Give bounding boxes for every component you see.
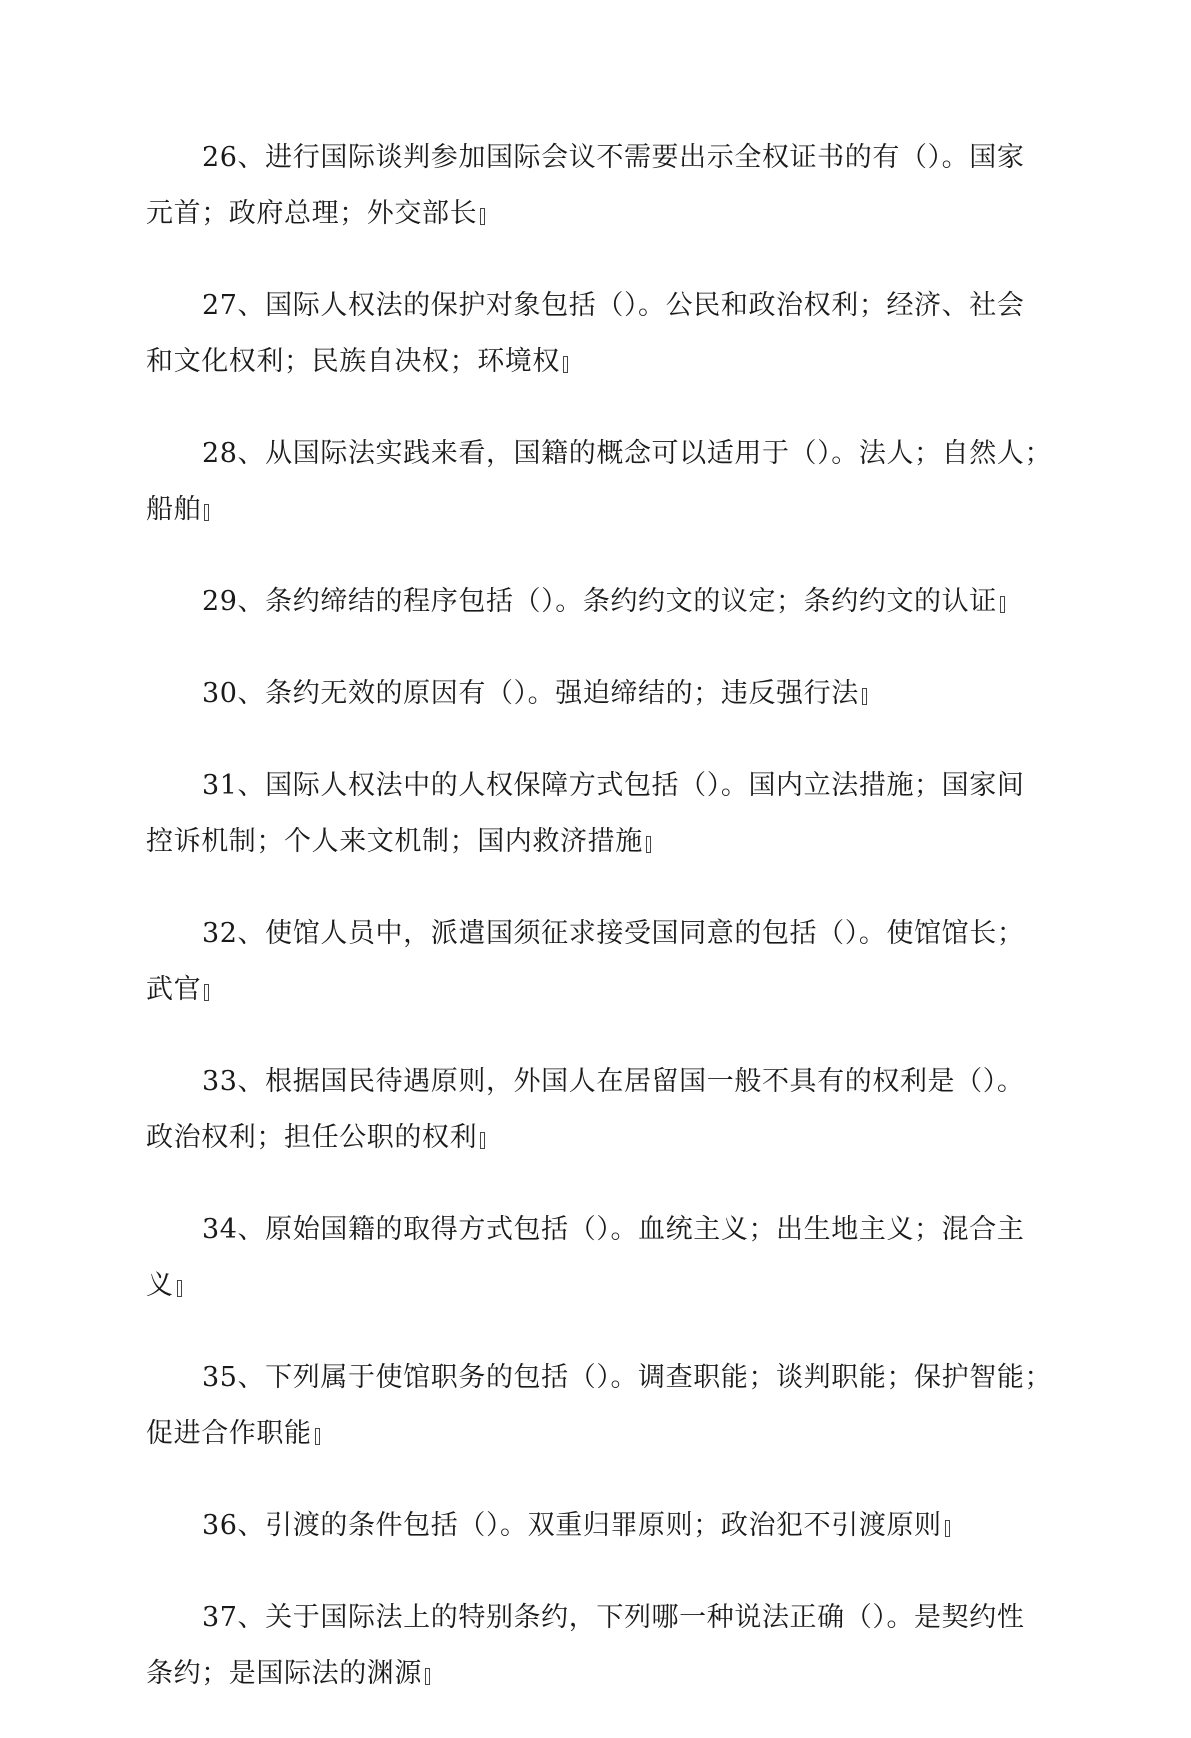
question-continuation-line: [146, 1406, 1046, 1462]
question-item: [146, 426, 1053, 538]
question-continuation-line: [146, 1258, 1046, 1314]
end-mark-icon: [480, 1132, 485, 1149]
line-text: 31、国际人权法中的人权保障方式包括（）。国内立法措施；国家间: [202, 770, 1025, 801]
question-text-line: [146, 426, 1053, 482]
line-text: 36、引渡的条件包括（）。双重归罪原则；政治犯不引渡原则: [202, 1510, 942, 1541]
end-mark-icon: [204, 984, 209, 1001]
question-text-line: [146, 758, 1046, 814]
line-text: 控诉机制；个人来文机制；国内救济措施: [146, 826, 643, 857]
end-mark-icon: [945, 1520, 950, 1537]
question-item: [146, 1202, 1046, 1314]
question-continuation-line: [146, 814, 1046, 870]
question-item: [146, 1054, 1046, 1166]
line-text: 26、进行国际谈判参加国际会议不需要出示全权证书的有（）。国家: [202, 142, 1025, 173]
end-mark-icon: [425, 1668, 430, 1685]
question-item: [146, 1350, 1053, 1462]
question-text-line: [146, 1590, 1046, 1646]
line-text: 条约；是国际法的渊源: [146, 1658, 422, 1689]
end-mark-icon: [563, 356, 568, 373]
line-text: 32、使馆人员中，派遣国须征求接受国同意的包括（）。使馆馆长；: [202, 918, 1025, 949]
question-continuation-line: [146, 186, 1046, 242]
line-text: 33、根据国民待遇原则，外国人在居留国一般不具有的权利是（）。: [202, 1066, 1025, 1097]
question-text-line: [146, 1054, 1046, 1110]
end-mark-icon: [177, 1280, 182, 1297]
question-continuation-line: [146, 962, 1046, 1018]
question-continuation-line: [146, 482, 1046, 538]
line-text: 武官: [146, 974, 202, 1005]
line-text: 30、条约无效的原因有（）。强迫缔结的；违反强行法: [202, 678, 859, 709]
end-mark-icon: [480, 208, 485, 225]
line-text: 义: [146, 1270, 174, 1301]
line-text: 28、从国际法实践来看，国籍的概念可以适用于（）。法人；自然人；: [202, 438, 1053, 469]
line-text: 29、条约缔结的程序包括（）。条约约文的议定；条约约文的认证: [202, 586, 997, 617]
question-continuation-line: [146, 1110, 1046, 1166]
question-continuation-line: [146, 1646, 1046, 1702]
question-item: [146, 574, 1046, 630]
question-text-line: [146, 130, 1046, 186]
line-text: 35、下列属于使馆职务的包括（）。调查职能；谈判职能；保护智能；: [202, 1362, 1053, 1393]
line-text: 37、关于国际法上的特别条约，下列哪一种说法正确（）。是契约性: [202, 1602, 1025, 1633]
question-text-line: [146, 906, 1046, 962]
question-item: [146, 758, 1046, 870]
question-text-line: [146, 278, 1046, 334]
question-text-line: [146, 666, 1046, 722]
question-item: [146, 1590, 1046, 1702]
line-text: 促进合作职能: [146, 1418, 312, 1449]
question-item: [146, 1498, 1046, 1554]
question-item: [146, 278, 1046, 390]
question-text-line: [146, 1498, 1046, 1554]
end-mark-icon: [646, 836, 651, 853]
line-text: 和文化权利；民族自决权；环境权: [146, 346, 560, 377]
end-mark-icon: [1000, 596, 1005, 613]
end-mark-icon: [204, 504, 209, 521]
question-text-line: [146, 1350, 1053, 1406]
question-text-line: [146, 574, 1046, 630]
end-mark-icon: [862, 688, 867, 705]
question-item: [146, 130, 1046, 242]
line-text: 元首；政府总理；外交部长: [146, 198, 478, 229]
question-continuation-line: [146, 334, 1046, 390]
line-text: 34、原始国籍的取得方式包括（）。血统主义；出生地主义；混合主: [202, 1214, 1025, 1245]
end-mark-icon: [315, 1428, 320, 1445]
question-list: [146, 130, 1053, 1738]
line-text: 船舶: [146, 494, 202, 525]
line-text: 27、国际人权法的保护对象包括（）。公民和政治权利；经济、社会: [202, 290, 1025, 321]
line-text: 政治权利；担任公职的权利: [146, 1122, 478, 1153]
question-item: [146, 666, 1046, 722]
question-item: [146, 906, 1046, 1018]
question-text-line: [146, 1202, 1046, 1258]
